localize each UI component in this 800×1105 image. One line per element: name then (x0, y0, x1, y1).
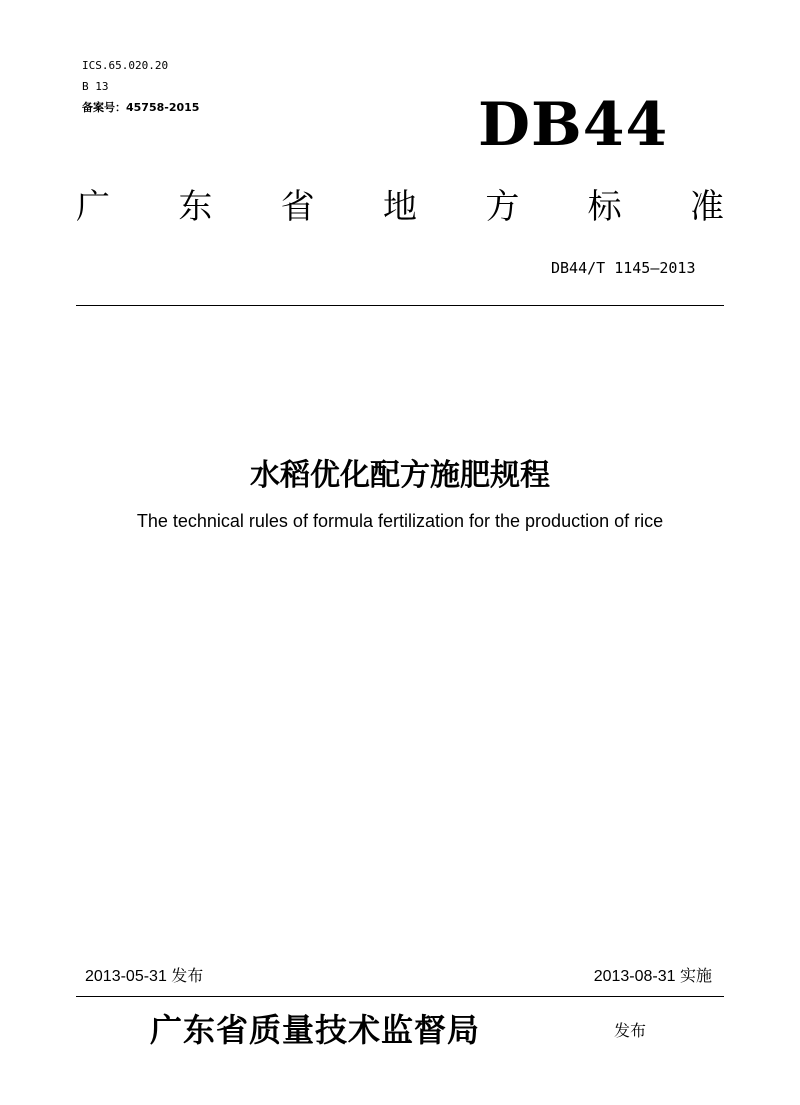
issue-date: 2013-05-31 发布 (85, 968, 204, 985)
standard-type-char: 方 (485, 186, 520, 227)
standard-number: DB44/T 1145—2013 (551, 259, 696, 277)
top-divider (76, 305, 724, 306)
standard-type-heading (76, 180, 724, 226)
standard-type-char: 省 (280, 186, 315, 227)
document-title-english: The technical rules of formula fertilization for the production of rice (136, 511, 664, 531)
classification-code: B 13 (82, 80, 109, 93)
standard-type-char: 东 (178, 186, 213, 227)
implementation-date: 2013-08-31 实施 (593, 968, 712, 985)
record-number: 备案号：45758-2015 (82, 101, 200, 114)
standard-code: DB44 (478, 90, 669, 160)
bottom-divider (76, 996, 724, 997)
document-title-chinese: 水稻优化配方施肥规程 (250, 458, 550, 493)
standard-type-char: 标 (587, 186, 622, 227)
standard-type-char: 准 (689, 186, 724, 227)
ics-code: ICS.65.020.20 (82, 59, 169, 72)
issuing-authority: 广东省质量技术监督局 (150, 1011, 481, 1049)
issuing-authority-suffix: 发布 (614, 1021, 647, 1040)
standard-type-char: 地 (382, 186, 417, 227)
standard-type-char: 广 (76, 186, 110, 227)
